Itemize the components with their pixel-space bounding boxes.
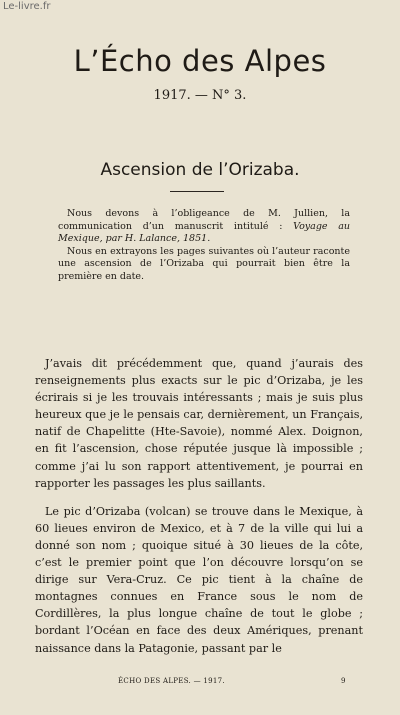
intro-paragraph-2: Nous en extrayons les pages suivantes où l’auteur raconte une ascension de l’Orizaba qui pourrait bien être la première en date. — [58, 245, 350, 282]
body-paragraph-1: J’avais dit précédemment que, quand j’aurais des renseignements plus exacts sur le pic d’Orizaba, je les écrirais si je les trouvais intéressants ; mais je suis plus heureux que je le pensais car, dernièrement, un Français, natif de Chapelitte (Hte-Savoie), nommé Alex. Doignon, en fit l’ascension, chose réputée jusque là impossible ; comme j’ai lu son rapport attentivement, je pourrai en rapporter les passages les plus saillants. — [35, 357, 363, 490]
journal-title: L’Écho des Alpes — [73, 44, 327, 78]
editor-introduction — [58, 208, 350, 283]
article-body — [35, 355, 363, 657]
watermark-logo: Le-livre.fr — [3, 1, 51, 12]
body-paragraph-2: Le pic d’Orizaba (volcan) se trouve dans le Mexique, à 60 lieues environ de Mexico, et à 7 de la ville qui lui a donné son nom ; quoique situé à 30 lieues de la côte, c’est le premier point que l’on découvre lorsqu’on se dirige sur Vera-Cruz. Ce pic tient à la chaîne de montagnes connues en France sous le nom de Cordillères, la plus longue chaîne de tout le globe ; bordant l’Océan en face des deux Amériques, prenant naissance dans la Patagonie, passant par le — [35, 504, 363, 655]
title-divider — [170, 191, 224, 192]
intro-text: Nous devons à l’obligeance de M. Jullien, la communication d’un manuscrit intitulé : — [58, 208, 350, 232]
article-title: Ascension de l’Orizaba. — [100, 160, 300, 180]
manuscript-title: Voyage au Mexique, par H. Lalance, 1851. — [58, 220, 351, 244]
issue-line: 1917. — N° 3. — [153, 88, 247, 103]
running-footer: ÉCHO DES ALPES. — 1917. — [118, 677, 225, 685]
intro-paragraph-1 — [58, 208, 350, 246]
page-number: 9 — [341, 677, 346, 685]
